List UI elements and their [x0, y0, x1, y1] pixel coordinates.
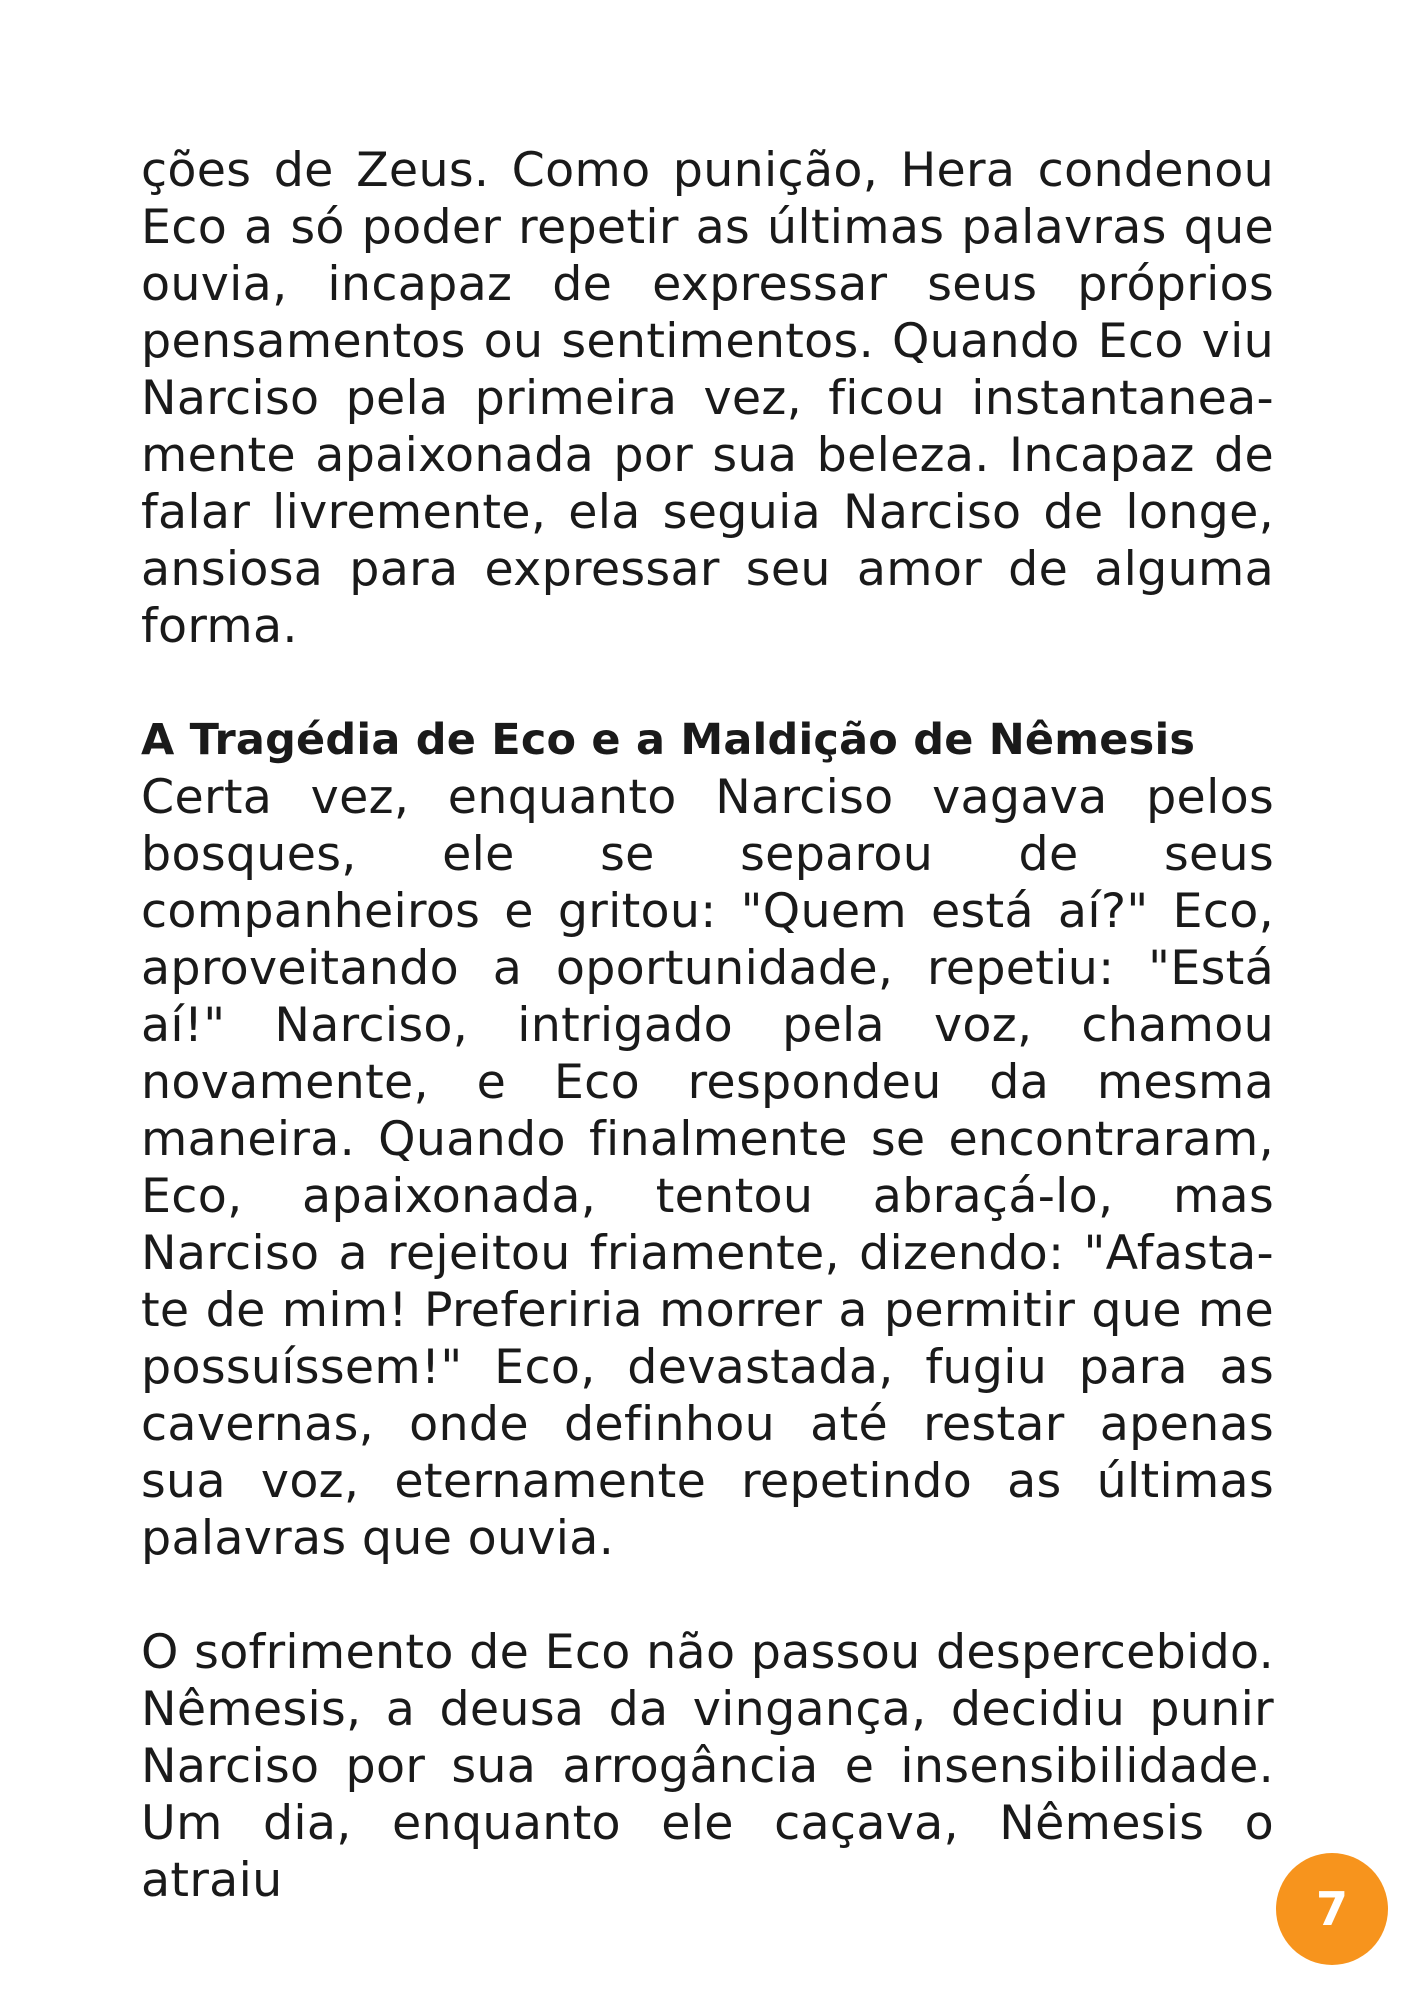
page-content	[141, 142, 1274, 1909]
paragraph-tragedy: Certa vez, enquanto Narciso vagava pelos bosques, ele se separou de seus companheiros e gritou: "Quem está aí?" Eco, aproveitando a oportunidade, repetiu: "Está aí!" Narciso, intrigado pela voz, chamou novamente, e Eco respondeu da mesma maneira. Quando finalmente se encontraram, Eco, apaixonada, tentou abraçá-lo, mas Narciso a rejeitou friamente, dizendo: "Afasta-te de mim! Preferiria morrer a permitir que me possuíssem!" Eco, devastada, fugiu para as cavernas, onde definhou até restar apenas sua voz, eternamente repetindo as últimas palavras que ouvia.	[141, 770, 1274, 1566]
paragraph-nemesis: O sofrimento de Eco não passou despercebido. Nêmesis, a deusa da vingança, decidiu punir Narciso por sua arrogância e insensibilidade. Um dia, enquanto ele caçava, Nêmesis o atraiu	[141, 1625, 1274, 1908]
page-number: 7	[1315, 1882, 1348, 1936]
paragraph-gap	[141, 1567, 1274, 1624]
paragraph-intro: ções de Zeus. Como punição, Hera condenou Eco a só poder repetir as últimas palavras que ouvia, incapaz de expressar seus próprios pensamentos ou sentimentos. Quando Eco viu Narciso pela primeira vez, ficou instantanea-mente apaixonada por sua beleza. Incapaz de falar livremente, ela seguia Narciso de longe, ansiosa para expressar seu amor de alguma forma.	[141, 143, 1274, 654]
page-number-badge	[1276, 1853, 1388, 1965]
section-heading: A Tragédia de Eco e a Maldição de Nêmesis	[141, 715, 1196, 765]
paragraph-gap	[141, 655, 1274, 712]
